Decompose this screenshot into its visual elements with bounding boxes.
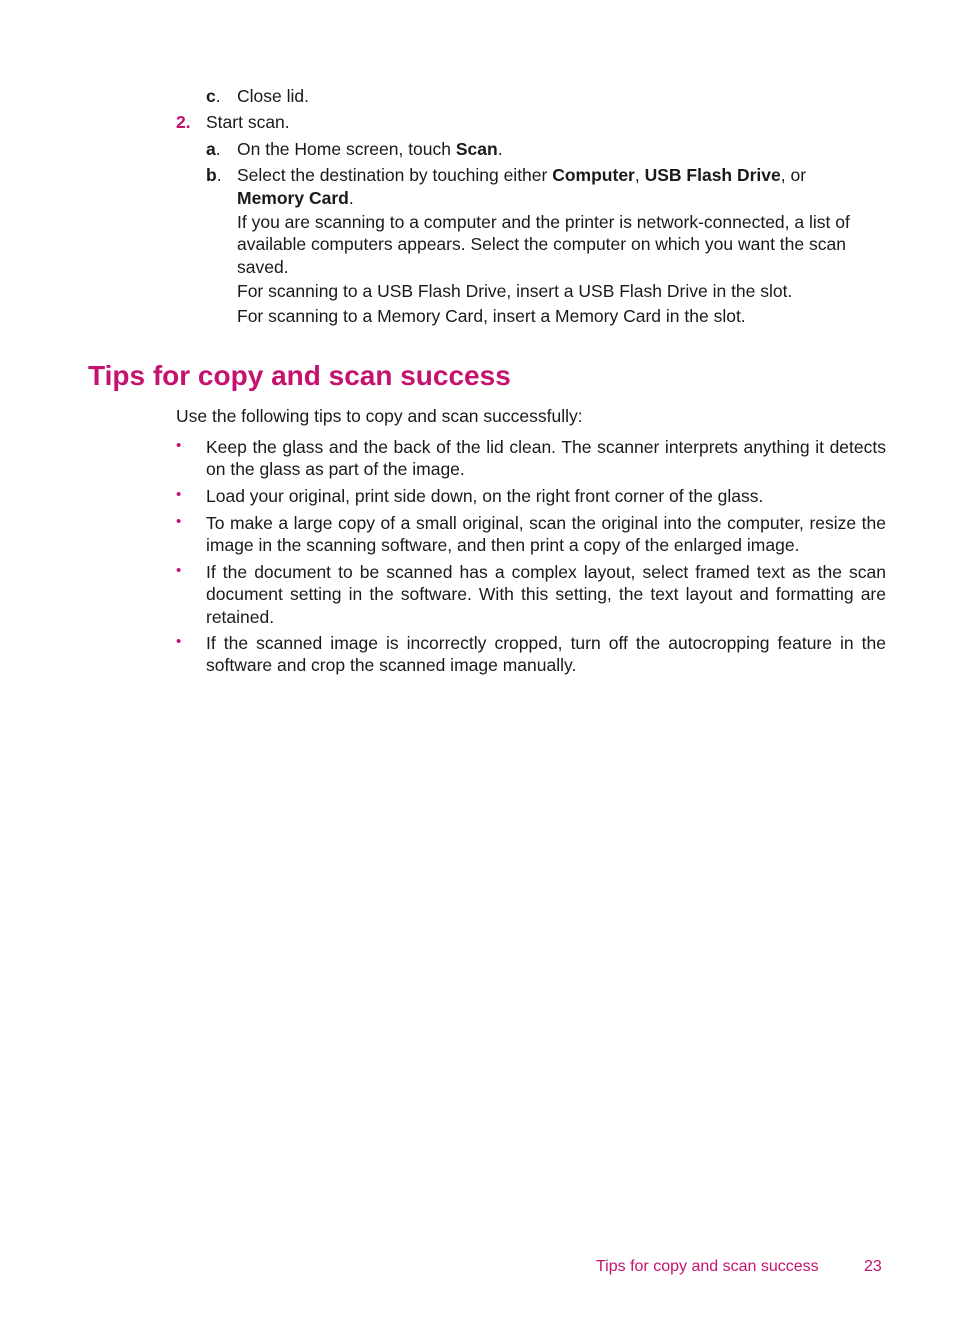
tip-text: Keep the glass and the back of the lid clean. The scanner interprets anything it detects on the glass as part of the image. <box>206 437 886 480</box>
step-b-letter: b. <box>206 165 222 185</box>
step-b-para3: For scanning to a Memory Card, insert a Memory Card in the slot. <box>237 306 746 326</box>
step-b-para1-line1: If you are scanning to a computer and the printer is network-connected, a list of <box>237 212 850 232</box>
bullet-icon: • <box>176 486 182 503</box>
step-2-number: 2. <box>176 112 191 132</box>
footer-section-title: Tips for copy and scan success <box>596 1258 819 1275</box>
step-b-line2: Memory Card. <box>237 188 354 208</box>
bullet-icon: • <box>176 513 182 530</box>
tip-text: Load your original, print side down, on the right front corner of the glass. <box>206 486 764 506</box>
bullet-icon: • <box>176 633 182 650</box>
step-2-text: Start scan. <box>206 112 290 132</box>
page-number: 23 <box>864 1258 882 1275</box>
step-b-para1-line2: available computers appears. Select the computer on which you want the scan <box>237 234 846 254</box>
step-c-text: Close lid. <box>237 86 309 106</box>
step-b-para1-line3: saved. <box>237 257 289 277</box>
step-a-letter: a. <box>206 139 221 159</box>
tip-text: If the scanned image is incorrectly cropped, turn off the autocropping feature in the software and crop the scanned image manually. <box>206 633 886 676</box>
tip-text: To make a large copy of a small original, scan the original into the computer, resize the image in the scanning software, and then print a copy of the enlarged image. <box>206 513 886 556</box>
section-title: Tips for copy and scan success <box>88 360 511 391</box>
step-a-text: On the Home screen, touch Scan. <box>237 139 503 159</box>
bullet-icon: • <box>176 437 182 454</box>
tip-text: If the document to be scanned has a complex layout, select framed text as the scan document setting in the software. With this setting, the text layout and formatting are retained. <box>206 562 886 627</box>
bullet-icon: • <box>176 562 182 579</box>
step-b-para2: For scanning to a USB Flash Drive, insert a USB Flash Drive in the slot. <box>237 281 793 301</box>
step-c-letter: c. <box>206 86 221 106</box>
step-b-line1: Select the destination by touching either Computer, USB Flash Drive, or <box>237 165 807 185</box>
section-intro: Use the following tips to copy and scan successfully: <box>176 406 583 426</box>
